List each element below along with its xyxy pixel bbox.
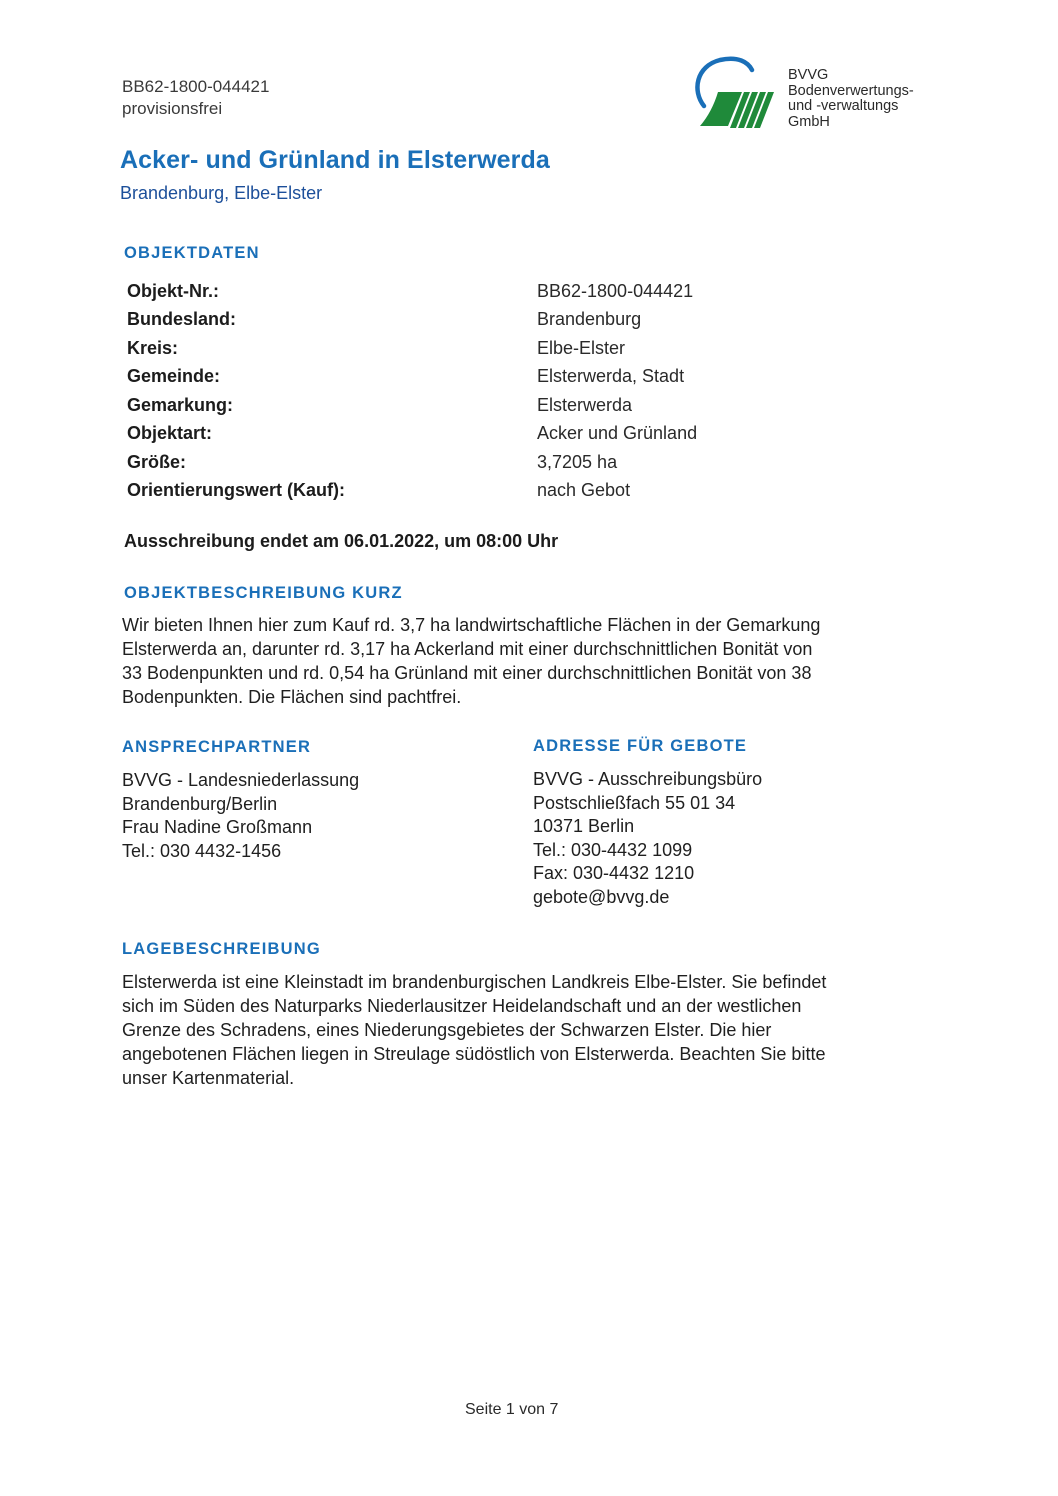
page-subtitle: Brandenburg, Elbe-Elster [120, 183, 323, 203]
bvvg-logo-icon [690, 56, 780, 136]
contact-line: Frau Nadine Großmann [122, 817, 313, 837]
lagebeschreibung-text [122, 970, 826, 1090]
fact-label: Orientierungswert (Kauf): [127, 480, 346, 501]
fact-value: nach Gebot [537, 480, 631, 501]
tender-deadline: Ausschreibung endet am 06.01.2022, um 08:00 Uhr [124, 531, 559, 551]
fact-value: Acker und Grünland [537, 423, 698, 444]
fact-row [127, 477, 767, 506]
kurzbeschreibung-heading: OBJEKTBESCHREIBUNG KURZ [124, 584, 403, 602]
fact-label: Objekt-Nr.: [127, 280, 220, 301]
text-line: unser Kartenmaterial. [122, 1068, 295, 1088]
contact-line: Brandenburg/Berlin [122, 793, 278, 814]
text-line: 33 Bodenpunkten und rd. 0,54 ha Grünland mit einer durchschnittlichen Bonität von 38 [122, 663, 812, 683]
reference-number: BB62-1800-044421 [122, 77, 270, 96]
objektdaten-table [127, 277, 767, 505]
ansprechpartner-block [122, 769, 359, 863]
fact-row [127, 420, 767, 449]
logo-line: und -verwaltungs [788, 98, 899, 114]
gebote-address-block [533, 768, 762, 909]
contact-phone: Tel.: 030 4432-1456 [122, 840, 282, 861]
text-line: Elsterwerda an, darunter rd. 3,17 ha Ackerland mit einer durchschnittlichen Bonität von [122, 639, 813, 659]
fact-value: BB62-1800-044421 [537, 280, 694, 301]
text-line: angebotenen Flächen liegen in Streulage südöstlich von Elsterwerda. Beachten Sie bitte [122, 1044, 826, 1064]
address-line: Postschließfach 55 01 34 [533, 792, 736, 813]
logo-line: BVVG [788, 67, 829, 83]
objektdaten-heading: OBJEKTDATEN [124, 244, 260, 262]
fact-value: 3,7205 ha [537, 451, 618, 472]
address-line: 10371 Berlin [533, 816, 635, 836]
address-line: BVVG - Ausschreibungsbüro [533, 769, 763, 789]
fact-label: Bundesland: [127, 309, 237, 330]
fact-label: Gemarkung: [127, 394, 234, 415]
kurzbeschreibung-text [122, 613, 820, 709]
fact-value: Elsterwerda, Stadt [537, 366, 685, 387]
page-title: Acker- und Grünland in Elsterwerda [120, 146, 550, 174]
fact-value: Brandenburg [537, 309, 642, 330]
fact-row [127, 277, 767, 306]
logo-text [788, 68, 914, 130]
text-line: Grenze des Schradens, eines Niederungsgebietes der Schwarzen Elster. Die hier [122, 1020, 772, 1040]
text-line: Wir bieten Ihnen hier zum Kauf rd. 3,7 ha landwirtschaftliche Flächen in der Gemarkung [122, 615, 821, 635]
address-phone: Tel.: 030-4432 1099 [533, 839, 693, 860]
address-fax: Fax: 030-4432 1210 [533, 863, 695, 883]
fact-label: Größe: [127, 451, 187, 472]
logo-line: Bodenverwertungs- [788, 82, 914, 99]
fact-label: Objektart: [127, 423, 213, 444]
text-line: Elsterwerda ist eine Kleinstadt im brandenburgischen Landkreis Elbe-Elster. Sie befindet [122, 972, 827, 992]
commission-status: provisionsfrei [122, 99, 223, 118]
fact-label: Kreis: [127, 337, 179, 358]
fact-value: Elbe-Elster [537, 337, 626, 358]
page-number: Seite 1 von 7 [465, 1401, 559, 1418]
fact-row [127, 306, 767, 335]
fact-row [127, 448, 767, 477]
fact-label: Gemeinde: [127, 366, 221, 387]
fact-row [127, 391, 767, 420]
gebote-heading: ADRESSE FÜR GEBOTE [533, 737, 748, 755]
text-line: sich im Süden des Naturparks Niederlausitzer Heidelandschaft und an der westlichen [122, 996, 802, 1016]
logo-line: GmbH [788, 113, 830, 130]
contact-line: BVVG - Landesniederlassung [122, 770, 360, 790]
fact-value: Elsterwerda [537, 394, 633, 415]
ansprechpartner-heading: ANSPRECHPARTNER [122, 738, 312, 756]
text-line: Bodenpunkten. Die Flächen sind pachtfrei. [122, 687, 462, 707]
reference-block [122, 76, 269, 120]
address-email-link[interactable]: gebote@bvvg.de [533, 886, 670, 907]
fact-row [127, 334, 767, 363]
fact-row [127, 363, 767, 392]
lagebeschreibung-heading: LAGEBESCHREIBUNG [122, 940, 321, 958]
